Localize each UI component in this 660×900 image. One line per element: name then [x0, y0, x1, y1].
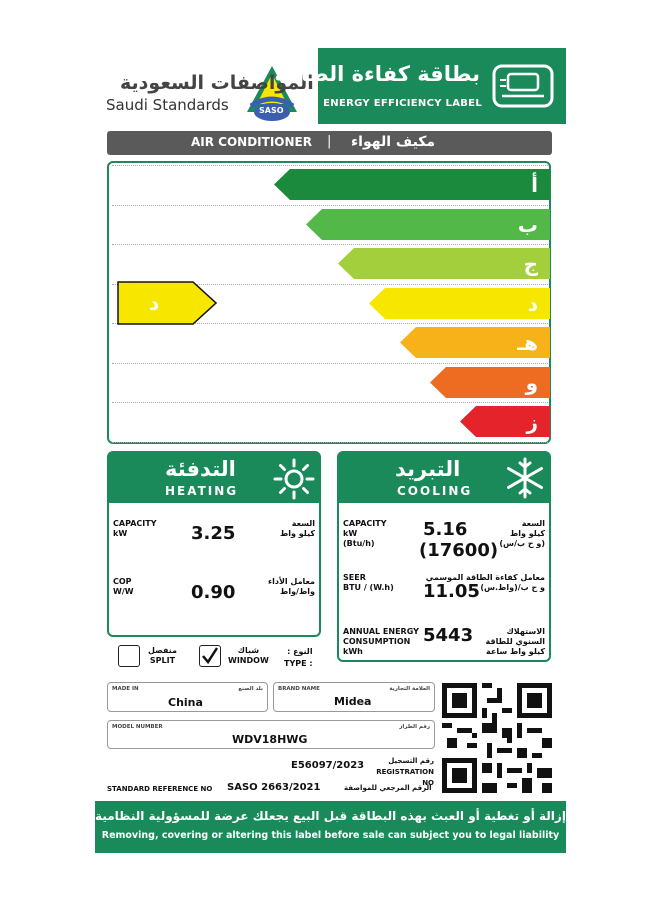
standard-label: STANDARD REFERENCE NO — [107, 785, 213, 793]
heating-title-ar: التدفئة — [165, 457, 236, 481]
energy-class-label: أ — [531, 173, 538, 197]
scale-guide-line — [112, 442, 548, 443]
cooling-title-ar: التبريد — [395, 457, 461, 481]
logo-text: SASO — [259, 106, 284, 115]
energy-class-label: د — [527, 291, 538, 316]
standard-label-ar: الرقم المرجعي للمواصفة — [344, 784, 432, 792]
energy-class-bar — [400, 327, 550, 359]
made-in-box — [107, 682, 268, 712]
scale-guide-line — [112, 363, 548, 364]
standard-value: SASO 2663/2021 — [227, 782, 321, 793]
heating-cop-label-ar: معامل الأداء واط/واط — [268, 577, 315, 596]
energy-class-label: و — [525, 370, 538, 395]
brand-box — [273, 682, 435, 712]
energy-class-label: ز — [526, 410, 538, 434]
registration-label: رقم التسجيل REGISTRATION NO — [376, 757, 434, 787]
scale-guide-line — [112, 165, 548, 166]
made-in-label-ar: بلد الصنع — [238, 686, 263, 692]
cooling-consumption-value: 5443 — [423, 625, 474, 646]
legal-warning-band — [95, 801, 566, 853]
heating-cop-label: COP W/W — [113, 577, 134, 596]
model-label-ar: رقم الطراز — [399, 724, 430, 730]
cooling-panel — [337, 451, 551, 662]
scale-guide-line — [112, 402, 548, 403]
sun-icon — [271, 456, 317, 502]
split-label: منفصل SPLIT — [148, 646, 177, 665]
heating-title-en: HEATING — [165, 484, 239, 498]
energy-class-bar — [430, 367, 550, 399]
cooling-title-en: COOLING — [397, 484, 473, 498]
org-name-en: Saudi Standards — [106, 96, 229, 114]
cooling-capacity-value: 5.16 — [423, 519, 468, 540]
split-checkbox — [118, 645, 140, 667]
org-name-ar: المواصفات السعودية — [120, 72, 314, 94]
cooling-capacity-btu-value: (17600) — [419, 540, 499, 561]
heating-capacity-value: 3.25 — [191, 523, 236, 544]
energy-class-label: هـ — [517, 331, 538, 355]
model-box — [107, 720, 435, 749]
scale-guide-line — [112, 244, 548, 245]
scale-guide-line — [112, 205, 548, 206]
model-value: WDV18HWG — [232, 733, 308, 746]
legal-warning-ar: إزالة أو تغطية أو العبث بهذه البطاقة قبل البيع يجعلك عرضة للمسؤولية النظامية — [95, 809, 566, 823]
brand-label-ar: العلامة التجارية — [389, 686, 430, 692]
product-separator: | — [327, 134, 332, 149]
energy-class-label: ب — [517, 212, 538, 237]
qr-code — [442, 683, 552, 793]
product-name-en: AIR CONDITIONER — [191, 135, 312, 149]
cooling-consumption-label-ar: الاستهلاك السنوي للطاقة كيلو واط ساعة — [485, 627, 545, 656]
current-rating-label: د — [149, 291, 160, 315]
energy-class-label: ج — [523, 252, 538, 276]
energy-class-bar — [338, 248, 550, 280]
energy-class-bar — [274, 169, 550, 201]
legal-warning-en: Removing, covering or altering this label before sale can subject you to legal liability — [101, 830, 560, 841]
product-name-ar: مكيف الهواء — [351, 134, 436, 150]
snowflake-icon — [503, 456, 547, 500]
brand-label: BRAND NAME — [278, 686, 320, 692]
energy-class-bar — [306, 209, 550, 241]
cooling-consumption-label: ANNUAL ENERGY CONSUMPTION kWh — [343, 627, 419, 656]
window-checkbox — [199, 645, 221, 667]
registration-value: E56097/2023 — [291, 760, 365, 771]
brand-value: Midea — [334, 695, 372, 708]
label-title-ar: بطاقة كفاءة الطاقة — [274, 62, 480, 86]
air-conditioner-icon — [492, 64, 554, 108]
checkmark-icon — [200, 646, 220, 666]
energy-class-bar — [460, 406, 550, 438]
model-label: MODEL NUMBER — [112, 724, 163, 730]
cooling-capacity-label-ar: السعة كيلو واط (و ح ب/س) — [499, 519, 545, 548]
energy-class-bar — [369, 288, 550, 320]
heating-capacity-label: CAPACITY kW — [113, 519, 157, 538]
cooling-capacity-label: CAPACITY kW (Btu/h) — [343, 519, 387, 548]
product-type-bar — [107, 131, 552, 155]
type-label: النوع : TYPE : — [284, 647, 313, 668]
made-in-value: China — [168, 696, 203, 709]
current-rating-indicator — [117, 281, 217, 325]
label-title-en: ENERGY EFFICIENCY LABEL — [323, 98, 482, 109]
window-label: شباك WINDOW — [228, 646, 269, 665]
label-title-band — [274, 48, 566, 124]
made-in-label: MADE IN — [112, 686, 139, 692]
cooling-seer-value: 11.05 — [423, 581, 480, 602]
cooling-seer-label-ar: معامل كفاءة الطاقة الموسمي و ح ب/(واط.س) — [425, 573, 545, 592]
heating-capacity-label-ar: السعة كيلو واط — [279, 519, 315, 538]
heating-panel — [107, 451, 321, 637]
cooling-seer-label: SEER BTU / (W.h) — [343, 573, 394, 592]
heating-cop-value: 0.90 — [191, 582, 236, 603]
